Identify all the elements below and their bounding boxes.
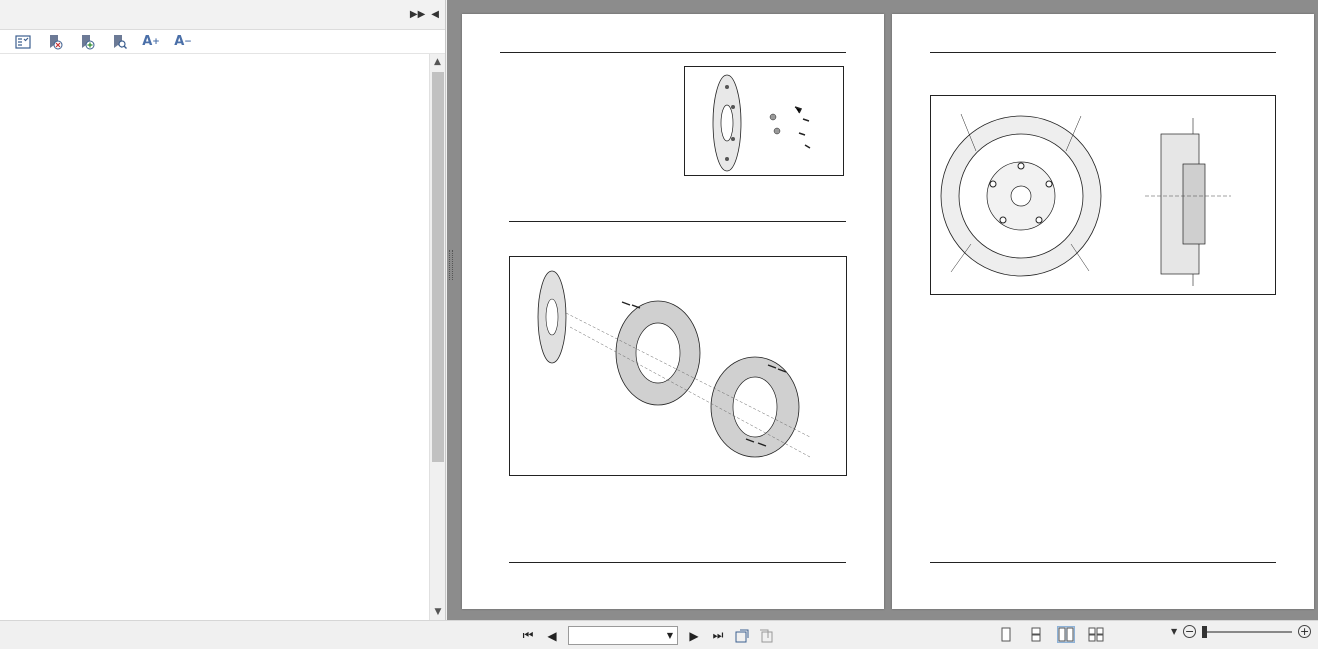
chevron-down-icon[interactable]: ▼ — [666, 631, 673, 640]
scrollbar-thumb[interactable] — [432, 72, 444, 462]
pdf-page-213 — [462, 14, 884, 609]
header-rule — [500, 52, 846, 53]
zoom-in-icon[interactable]: + — [1300, 624, 1310, 638]
next-view-icon[interactable] — [758, 628, 774, 644]
continuous-view-icon[interactable] — [1027, 626, 1045, 643]
find-bookmark-icon[interactable] — [110, 33, 128, 51]
wheel-weights-exploded-drawing — [510, 257, 846, 475]
previous-page-icon[interactable]: ◀ — [547, 628, 557, 643]
continuous-facing-view-icon[interactable] — [1087, 626, 1105, 643]
bookmarks-panel-header — [0, 0, 445, 30]
heading-rule — [509, 221, 846, 222]
first-page-icon[interactable]: ⏮ — [522, 628, 534, 642]
bookmarks-panel — [0, 0, 446, 620]
increase-text-size-icon[interactable]: A + — [142, 34, 160, 49]
figure-256 — [684, 66, 844, 176]
wheel-weight-measurement-drawing — [931, 96, 1275, 294]
bookmarks-toolbar — [0, 30, 445, 54]
expand-panel-icon[interactable]: ▶▶ — [409, 9, 426, 20]
zoom-dropdown-chevron-icon[interactable]: ▼ — [1171, 627, 1178, 636]
last-page-icon[interactable]: ⏭ — [712, 628, 724, 642]
bookmark-tree — [0, 54, 428, 620]
footer-rule — [509, 562, 846, 563]
page-navigation — [520, 626, 774, 645]
next-page-icon[interactable]: ▶ — [689, 628, 699, 643]
bottom-navigation-bar — [0, 620, 1318, 649]
collapse-panel-icon[interactable]: ◀ — [431, 9, 439, 20]
previous-view-icon[interactable] — [734, 628, 750, 644]
zoom-slider[interactable] — [1202, 626, 1292, 638]
page-number-input[interactable] — [568, 626, 678, 645]
zoom-slider-track — [1202, 631, 1292, 633]
page-layout-buttons — [997, 626, 1105, 643]
document-view[interactable] — [447, 0, 1318, 620]
single-page-view-icon[interactable] — [997, 626, 1015, 643]
bookmark-scrollbar[interactable] — [429, 54, 445, 620]
footer-rule — [930, 562, 1276, 563]
delete-bookmark-icon[interactable] — [46, 33, 64, 51]
panel-splitter-handle[interactable] — [449, 250, 453, 280]
figure-257 — [509, 256, 847, 476]
scroll-down-arrow-icon[interactable]: ▼ — [434, 607, 442, 617]
header-rule — [930, 52, 1276, 53]
bookmark-options-icon[interactable] — [14, 33, 32, 51]
facing-view-icon[interactable] — [1057, 626, 1075, 643]
flange-drawing — [685, 67, 843, 175]
scroll-up-arrow-icon[interactable]: ▲ — [434, 57, 441, 67]
new-bookmark-icon[interactable] — [78, 33, 96, 51]
zoom-control — [1171, 625, 1311, 638]
figure-258 — [930, 95, 1276, 295]
pdf-page-214 — [892, 14, 1314, 609]
zoom-slider-knob[interactable] — [1202, 626, 1207, 638]
zoom-out-icon[interactable]: − — [1185, 624, 1195, 638]
decrease-text-size-icon[interactable]: A − — [174, 34, 192, 49]
